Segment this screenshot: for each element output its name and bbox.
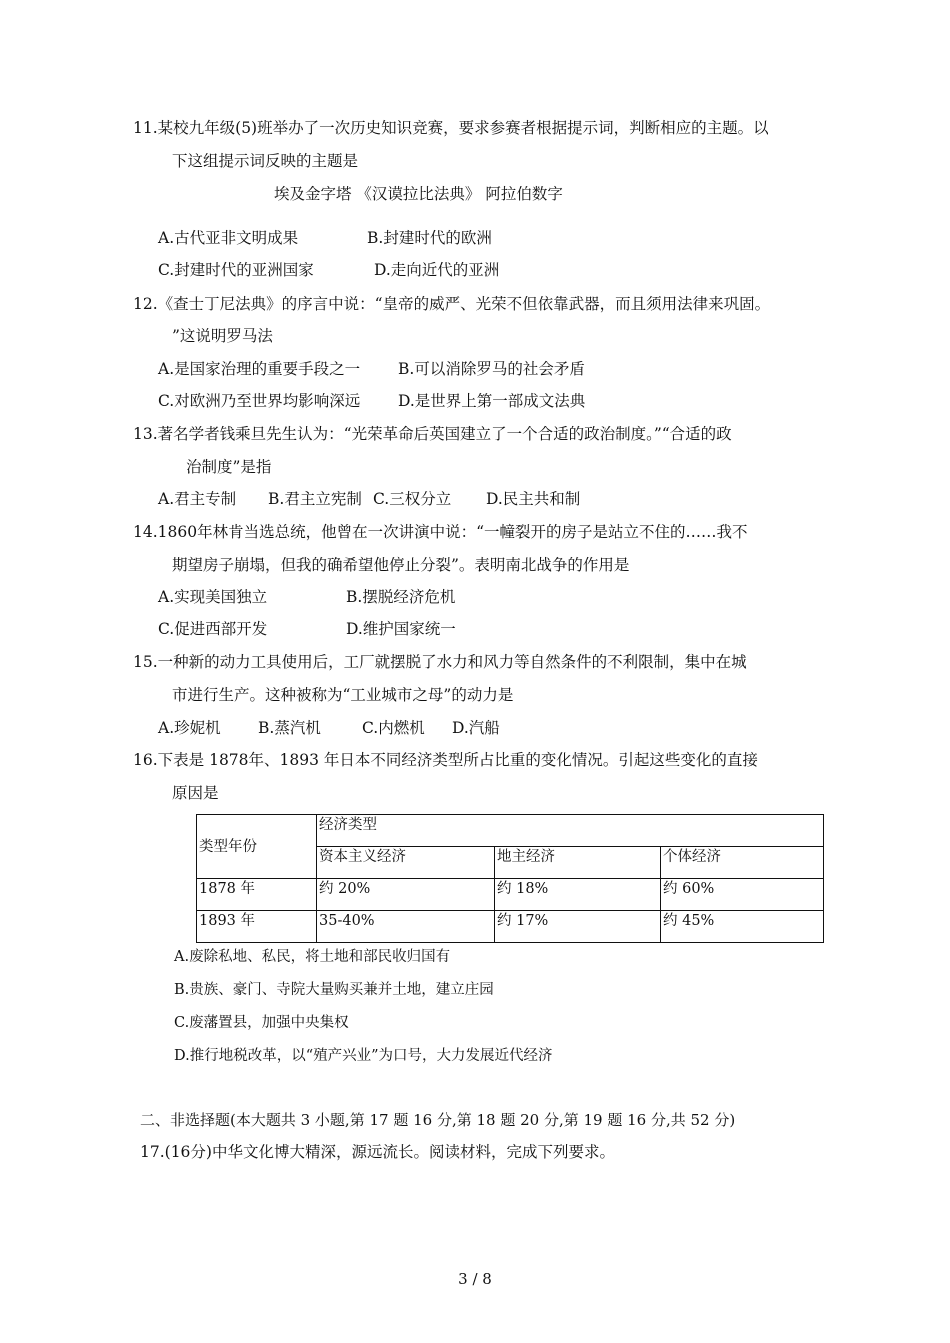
q12-option-d: D.是世界上第一部成文法典 (398, 392, 586, 410)
q14-option-a: A.实现美国独立 (158, 588, 268, 606)
q13-option-b: B.君主立宪制 (268, 490, 362, 508)
q12-stem-line2: ”这说明罗马法 (172, 327, 273, 345)
q11-stem-line1: 11.某校九年级(5)班举办了一次历史知识竞赛，要求参赛者根据提示词，判断相应的主题。以 (133, 119, 769, 137)
section2-title: 二、非选择题(本大题共 3 小题,第 17 题 16 分,第 18 题 20 分,第 19 题 16 分,共 52 分) (140, 1111, 736, 1129)
q16-option-d: D.推行地税改革，以“殖产兴业”为口号，大力发展近代经济 (174, 1048, 553, 1064)
table-column-header: 资本主义经济 (317, 847, 495, 879)
q17-stem: 17.(16分)中华文化博大精深，源远流长。阅读材料，完成下列要求。 (140, 1143, 615, 1161)
table-cell: 35-40% (317, 911, 495, 943)
table-cell: 约 18% (495, 879, 661, 911)
table-cell: 约 45% (661, 911, 824, 943)
table-column-header: 地主经济 (495, 847, 661, 879)
table-cell: 约 60% (661, 879, 824, 911)
table-cell: 约 20% (317, 879, 495, 911)
q11-option-c: C.封建时代的亚洲国家 (158, 261, 314, 279)
q16-stem-line2: 原因是 (172, 784, 219, 802)
q11-option-b: B.封建时代的欧洲 (367, 229, 492, 247)
q12-option-c: C.对欧洲乃至世界均影响深远 (158, 392, 361, 410)
q15-option-a: A.珍妮机 (158, 719, 221, 737)
q13-option-d: D.民主共和制 (486, 490, 581, 508)
q16-option-a: A.废除私地、私民，将土地和部民收归国有 (174, 949, 451, 965)
q15-stem-line1: 15.一种新的动力工具使用后，工厂就摆脱了水力和风力等自然条件的不利限制，集中在城 (133, 653, 747, 671)
q11-option-d: D.走向近代的亚洲 (374, 261, 500, 279)
q11-option-a: A.古代亚非文明成果 (158, 229, 299, 247)
q15-option-b: B.蒸汽机 (258, 719, 321, 737)
q14-option-d: D.维护国家统一 (346, 620, 456, 638)
q15-option-d: D.汽船 (452, 719, 500, 737)
q15-option-c: C.内燃机 (362, 719, 425, 737)
table-column-header: 个体经济 (661, 847, 824, 879)
table-cell-year: 1893 年 (197, 911, 317, 943)
q13-stem-line2: 治制度”是指 (186, 458, 272, 476)
q12-option-a: A.是国家治理的重要手段之一 (158, 360, 361, 378)
q13-stem-line1: 13.著名学者钱乘旦先生认为：“光荣革命后英国建立了一个合适的政治制度。”“合适的政 (133, 425, 732, 443)
q13-option-a: A.君主专制 (158, 490, 237, 508)
q11-stem-line2: 下这组提示词反映的主题是 (172, 152, 359, 170)
q16-option-b: B.贵族、豪门、寺院大量购买兼并土地，建立庄园 (174, 982, 494, 998)
page-number: 3 / 8 (458, 1270, 492, 1288)
q12-stem-line1: 12.《查士丁尼法典》的序言中说：“皇帝的威严、光荣不但依靠武器，而且须用法律来巩固。 (133, 295, 771, 313)
q11-keywords: 埃及金字塔 《汉谟拉比法典》 阿拉伯数字 (274, 185, 563, 203)
q15-stem-line2: 市进行生产。这种被称为“工业城市之母”的动力是 (172, 686, 514, 704)
q14-stem-line1: 14.1860年林肯当选总统，他曾在一次讲演中说：“一幢裂开的房子是站立不住的……我不 (133, 523, 748, 541)
q16-stem-line1: 16.下表是 1878年、1893 年日本不同经济类型所占比重的变化情况。引起这些变化的直接 (133, 751, 758, 769)
q14-option-b: B.摆脱经济危机 (346, 588, 456, 606)
table-cell-year: 1878 年 (197, 879, 317, 911)
q16-option-c: C.废藩置县，加强中央集权 (174, 1015, 349, 1031)
table-group-header: 经济类型 (317, 815, 824, 847)
table-row (197, 911, 824, 943)
table-corner-cell: 类型年份 (197, 815, 317, 879)
q14-option-c: C.促进西部开发 (158, 620, 268, 638)
q12-option-b: B.可以消除罗马的社会矛盾 (398, 360, 585, 378)
economy-table (196, 814, 824, 943)
table-header-row (197, 815, 824, 847)
q13-option-c: C.三权分立 (373, 490, 452, 508)
table-row (197, 879, 824, 911)
table-cell: 约 17% (495, 911, 661, 943)
q14-stem-line2: 期望房子崩塌，但我的确希望他停止分裂”。表明南北战争的作用是 (172, 556, 630, 574)
